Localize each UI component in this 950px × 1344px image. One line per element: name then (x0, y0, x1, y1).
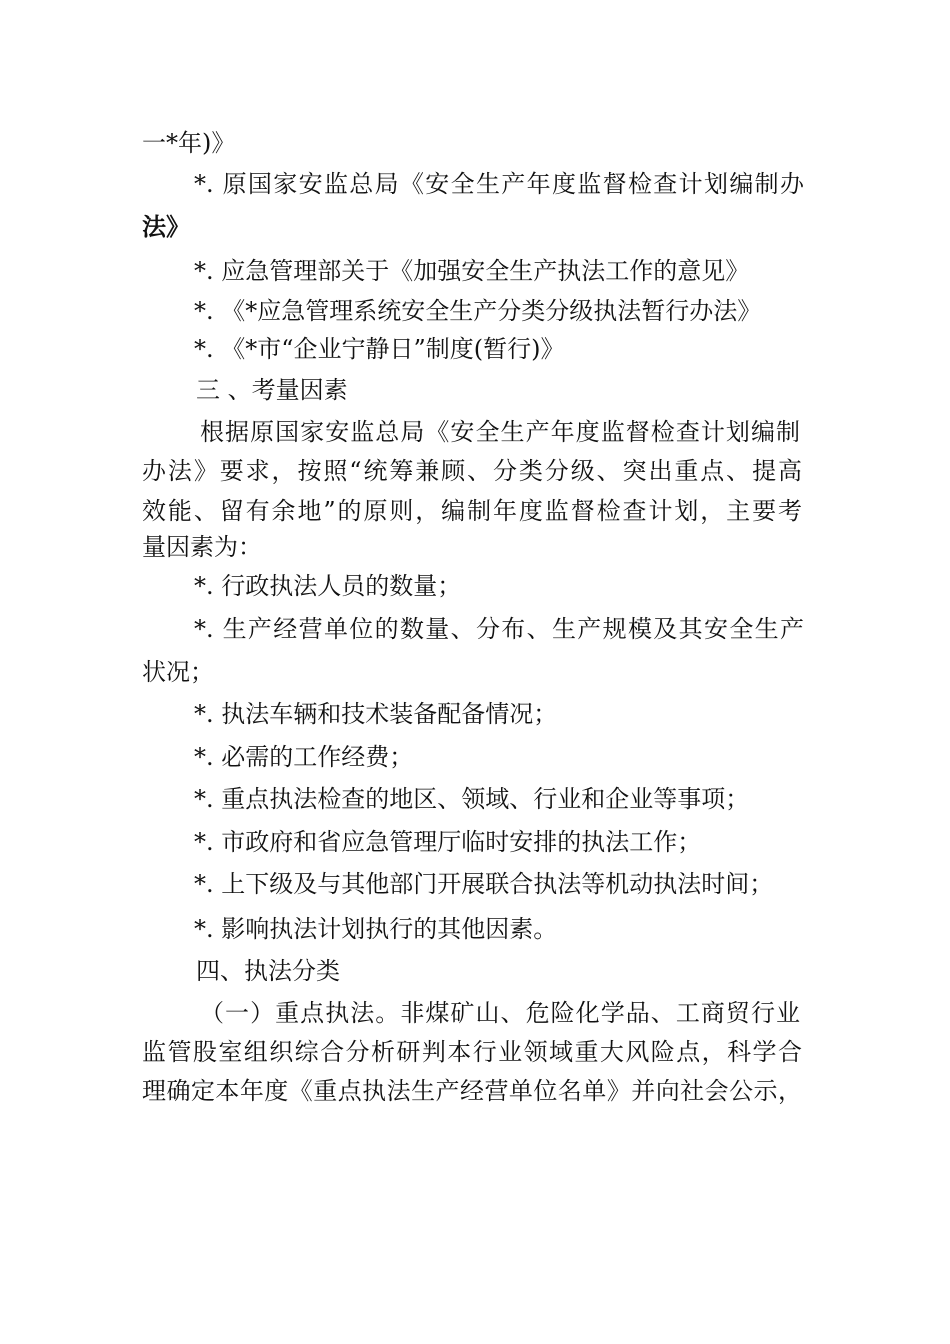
text-line-continuation: 一*年)》 (142, 129, 236, 157)
list-item-quiet-day-system: *. 《*市“企业宁静日”制度(暂行)》 (194, 335, 565, 363)
list-item-units: *. 生产经营单位的数量、分布、生产规模及其安全生产 (194, 615, 804, 643)
paragraph-line: 根据原国家安监总局《安全生产年度监督检查计划编制 (200, 418, 800, 446)
paragraph-line: 量因素为： (142, 533, 262, 561)
text-line-wrap: 状况； (142, 658, 214, 686)
list-item-joint-enforcement: *. 上下级及与其他部门开展联合执法等机动执法时间； (194, 870, 774, 898)
list-item-interim-measures: *. 《*应急管理系统安全生产分类分级执法暂行办法》 (194, 297, 762, 325)
paragraph-line: 效能、留有余地”的原则，编制年度监督检查计划，主要考 (142, 497, 802, 525)
list-item-plan-method: *. 原国家安监总局《安全生产年度监督检查计划编制办 (194, 170, 804, 198)
paragraph-line: 监管股室组织综合分析研判本行业领域重大风险点，科学合 (142, 1038, 802, 1066)
paragraph-line: 办法》要求，按照“统筹兼顾、分类分级、突出重点、提高 (142, 457, 802, 485)
text-line-wrap: 法》 (142, 212, 190, 241)
paragraph-line: 理确定本年度《重点执法生产经营单位名单》并向社会公示， (142, 1077, 802, 1105)
list-item-vehicles: *. 执法车辆和技术装备配备情况； (194, 700, 558, 728)
list-item-opinion: *. 应急管理部关于《加强安全生产执法工作的意见》 (194, 257, 750, 285)
section-heading-classification: 四、执法分类 (196, 957, 340, 985)
paragraph-line: （一）重点执法。非煤矿山、危险化学品、工商贸行业 (200, 999, 800, 1027)
list-item-key-areas: *. 重点执法检查的地区、领域、行业和企业等事项； (194, 785, 750, 813)
list-item-funding: *. 必需的工作经费； (194, 743, 414, 771)
section-heading-factors: 三 、考量因素 (196, 376, 348, 404)
list-item-temporary-tasks: *. 市政府和省应急管理厅临时安排的执法工作； (194, 828, 702, 856)
list-item-staff: *. 行政执法人员的数量； (194, 572, 462, 600)
list-item-other-factors: *. 影响执法计划执行的其他因素。 (194, 915, 558, 943)
